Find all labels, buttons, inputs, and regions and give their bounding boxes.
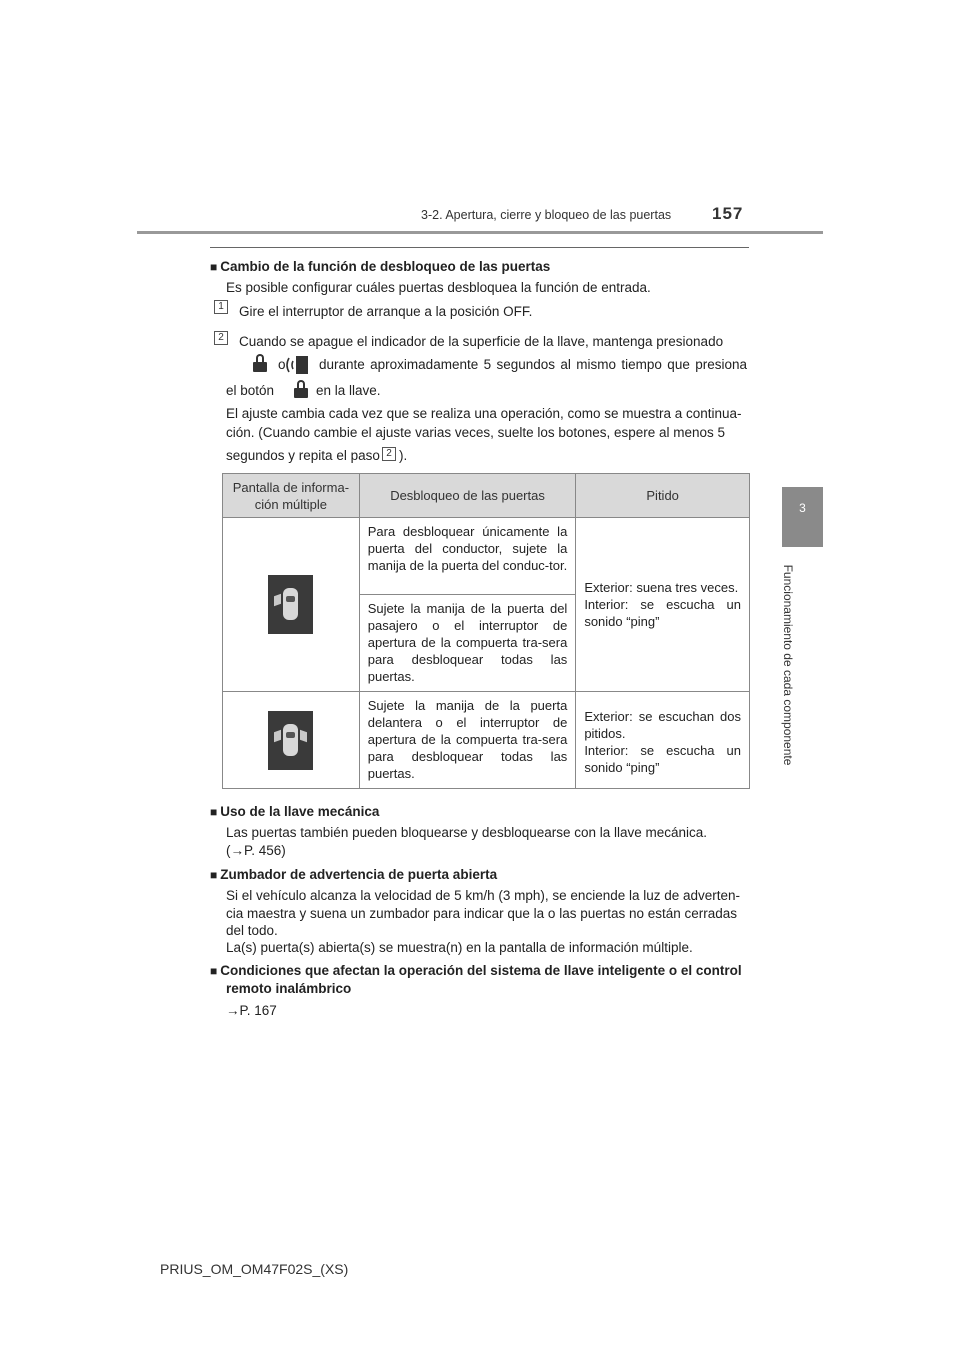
driver-door-display-icon <box>268 575 313 634</box>
lock-icon <box>253 354 267 372</box>
square-bullet-icon: ■ <box>210 260 218 274</box>
chapter-label-container <box>770 560 806 770</box>
note-line3: segundos y repita el paso 2 ). <box>226 448 408 463</box>
beep-three-times-text: Exterior: suena tres veces. Interior: se escucha un sonido “ping” <box>576 518 750 692</box>
page-number: 157 <box>712 204 744 223</box>
buzzer-line3: del todo. <box>226 923 278 938</box>
section-heading-smart-key-conditions: ■ Condiciones que afectan la operación del sistema de llave inteligente o el control <box>210 963 742 978</box>
table-row <box>223 692 750 789</box>
display-image-cell <box>223 518 360 692</box>
unlock-settings-table <box>222 473 750 789</box>
step-2-text-line3b: en la llave. <box>316 383 381 398</box>
step-number-1: 1 <box>214 300 228 314</box>
or-word: o <box>278 357 286 372</box>
unlock-icon <box>284 354 310 381</box>
section-heading-door-buzzer: ■ Zumbador de advertencia de puerta abierta <box>210 867 498 882</box>
lock-icon <box>294 380 308 398</box>
step-2-line2 <box>253 354 747 376</box>
note-line1: El ajuste cambia cada vez que se realiza una operación, como se muestra a continua- <box>226 406 742 421</box>
square-bullet-icon: ■ <box>210 964 218 978</box>
document-id: PRIUS_OM_OM47F02S_(XS) <box>160 1261 349 1277</box>
unlock-front-doors-text: Sujete la manija de la puerta delantera o el interruptor de apertura de la compuerta tra-sera para desbloquear todas las puertas. <box>359 692 576 789</box>
step-reference-2: 2 <box>382 447 396 461</box>
section-heading-unlock-function: ■ Cambio de la función de desbloqueo de las puertas <box>210 259 551 274</box>
step-number-2: 2 <box>214 331 228 345</box>
table-header-row <box>223 474 750 518</box>
chapter-number: 3 <box>799 501 806 515</box>
mechanical-key-line1: Las puertas también pueden bloquearse y desbloquearse con la llave mecánica. <box>226 825 708 840</box>
all-doors-display-icon <box>268 711 313 770</box>
note-line2: ción. (Cuando cambie el ajuste varias veces, suelte los botones, espere al menos 5 <box>226 425 726 440</box>
buzzer-line1: Si el vehículo alcanza la velocidad de 5 km/h (3 mph), se enciende la luz de adverten- <box>226 888 741 903</box>
step-2-text-line3a: el botón <box>226 383 275 398</box>
mechanical-key-ref: (→P. 456) <box>226 843 286 858</box>
smart-key-heading-line2: remoto inalámbrico <box>226 981 352 996</box>
col-header-beep: Pitido <box>576 474 750 518</box>
square-bullet-icon: ■ <box>210 868 218 882</box>
section-rule <box>210 247 749 248</box>
col-header-display: Pantalla de informa-ción múltiple <box>223 474 360 518</box>
buzzer-line4: La(s) puerta(s) abierta(s) se muestra(n) en la pantalla de información múltiple. <box>226 940 693 955</box>
smart-key-ref: →P. 167 <box>226 1003 277 1018</box>
section-heading-mechanical-key: ■ Uso de la llave mecánica <box>210 804 380 819</box>
square-bullet-icon: ■ <box>210 805 218 819</box>
chapter-tab <box>782 487 823 547</box>
step-2-text-line1: Cuando se apague el indicador de la superficie de la llave, mantenga presionado <box>239 334 724 349</box>
chapter-label: Funcionamiento de cada componente <box>781 564 795 766</box>
beep-two-times-text: Exterior: se escuchan dos pitidos. Interior: se escucha un sonido “ping” <box>576 692 750 789</box>
buzzer-line2: cia maestra y suena un zumbador para indicar que la o las puertas no están cerradas <box>226 906 738 921</box>
unlock-driver-door-text: Para desbloquear únicamente la puerta del conductor, sujete la manija de la puerta del conduc-tor. <box>359 518 576 595</box>
unlock-all-doors-text: Sujete la manija de la puerta del pasajero o el interruptor de apertura de la compuerta tra-sera para desbloquear todas las puertas. <box>359 595 576 692</box>
step-1-text: Gire el interruptor de arranque a la posición OFF. <box>239 304 533 319</box>
col-header-unlock: Desbloqueo de las puertas <box>359 474 576 518</box>
table-row <box>223 518 750 595</box>
step-2-text-line2: durante aproximadamente 5 segundos al mismo tiempo que presiona <box>319 357 747 372</box>
section-intro: Es posible configurar cuáles puertas desbloquea la función de entrada. <box>226 280 651 295</box>
header-section-title: 3-2. Apertura, cierre y bloqueo de las puertas <box>421 208 672 222</box>
display-image-cell <box>223 692 360 789</box>
header-rule <box>137 231 823 234</box>
